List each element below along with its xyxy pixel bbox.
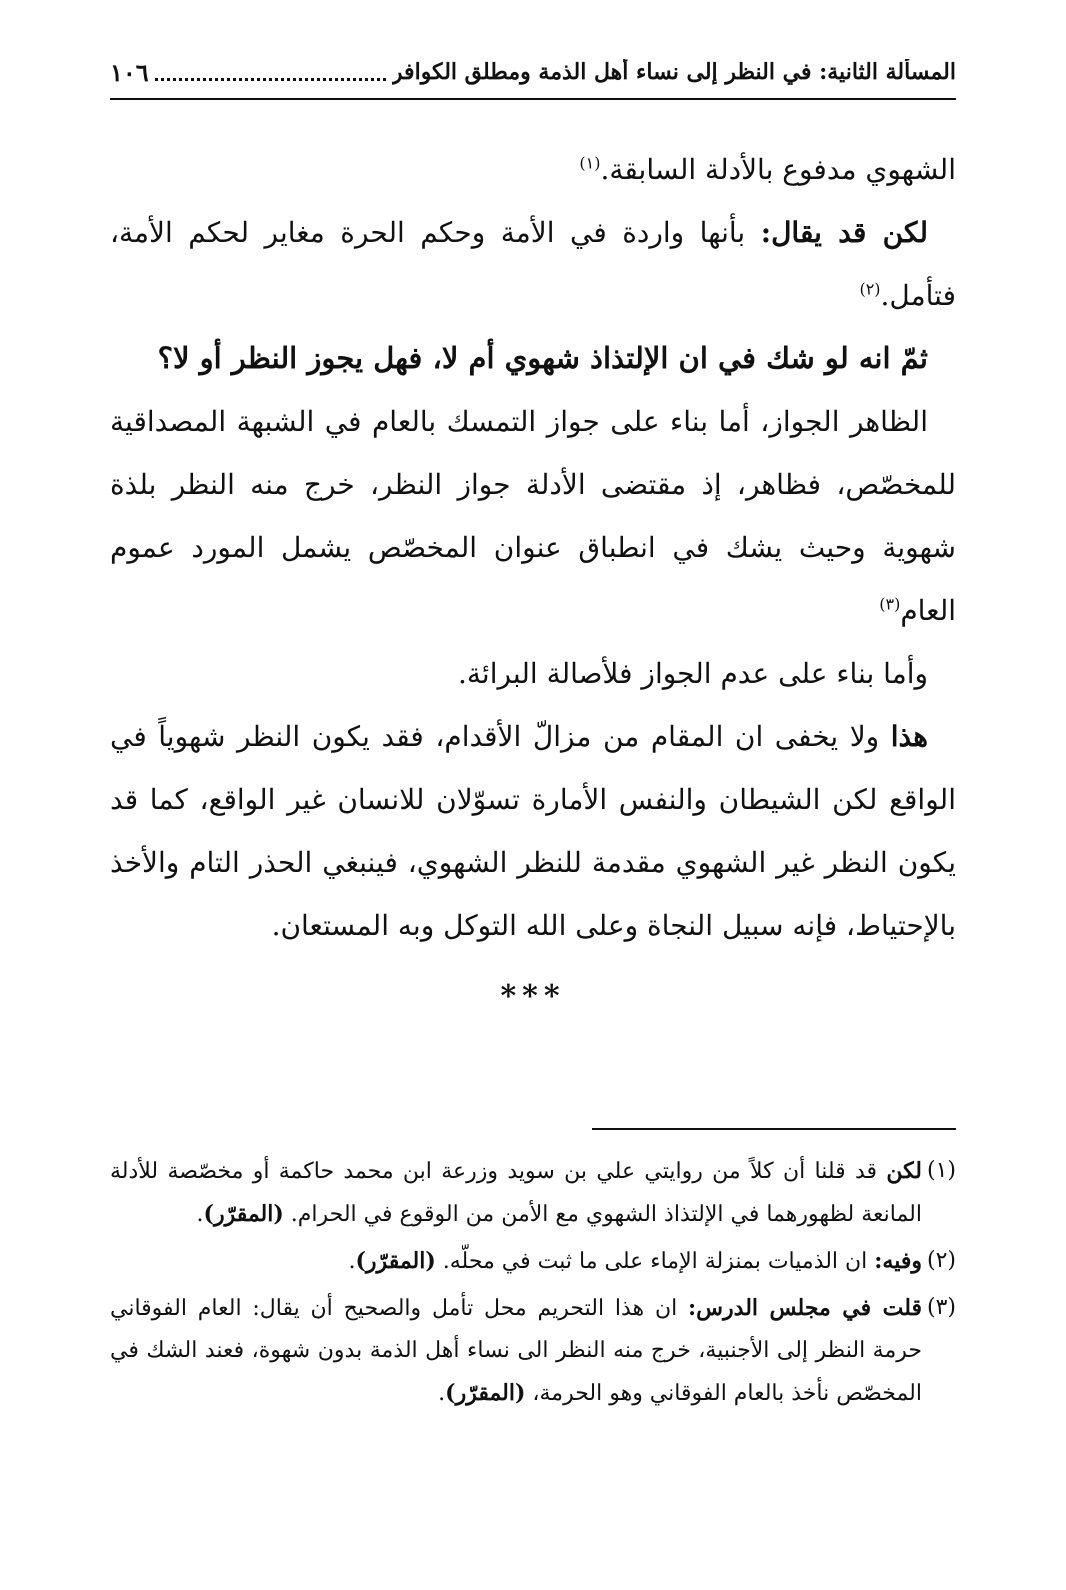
footnote-number: (٢) bbox=[926, 1248, 956, 1273]
footnote-source: (المقرّر) bbox=[355, 1248, 436, 1274]
footnote-lead: وفيه: bbox=[874, 1248, 922, 1274]
footnote-ref-3[interactable]: (٣) bbox=[879, 594, 901, 614]
paragraph-2-text: بأنها واردة في الأمة وحكم الحرة مغاير لحكم الأمة، فتأمل. bbox=[110, 216, 956, 312]
footnotes bbox=[110, 1150, 956, 1419]
footnote-end: . bbox=[438, 1381, 446, 1406]
paragraph-6-text: ولا يخفى ان المقام من مزالّ الأقدام، فقد يكون النظر شهوياً في الواقع لكن الشيطان والنفس الأمارة تسوّلان للانسان غير الواقع، كما قد يكون النظر غير الشهوي مقدمة للنظر الشهوي، فينبغي الحذر التام والأخذ بالإحتياط، فإنه سبيل النجاة وعلى الله التوكل وبه المستعان. bbox=[110, 720, 956, 942]
footnote-number: (٣) bbox=[926, 1295, 956, 1320]
footnote-text: ان الذميات بمنزلة الإماء على ما ثبت في محلّه. bbox=[435, 1249, 875, 1274]
footnote-source: (المقرّر) bbox=[445, 1380, 526, 1406]
footnote-end: . bbox=[348, 1249, 356, 1274]
main-text bbox=[110, 138, 956, 1028]
footnote-end: . bbox=[196, 1202, 204, 1227]
footnote-1 bbox=[110, 1150, 956, 1236]
paragraph-4 bbox=[110, 390, 956, 642]
footnote-text: قد قلنا أن كلاً من روايتي علي بن سويد وزرعة ابن محمد حاكمة أو مخصّصة للأدلة المانعة لظهورهما في الإلتذاذ الشهوي مع الأمن من الوقوع في الحرام. bbox=[110, 1159, 922, 1227]
footnote-lead: قلت في مجلس الدرس: bbox=[688, 1295, 923, 1321]
header-dot-leader bbox=[155, 64, 386, 81]
footnote-text: ان هذا التحريم محل تأمل والصحيح أن يقال: العام الفوقاني حرمة النظر إلى الأجنبية، خرج منه النظر الى نساء أهل الذمة بدون شهوة، فعند الشك في المخصّص نأخذ بالعام الفوقاني وهو الحرمة، bbox=[110, 1296, 922, 1406]
paragraph-4-text: الظاهر الجواز، أما بناء على جواز التمسك بالعام في الشبهة المصداقية للمخصّص، فظاهر، إذ مقتضى الأدلة جواز النظر، خرج منه النظر بلذة شهوية وحيث يشك في انطباق عنوان المخصّص يشمل المورد عموم العام bbox=[110, 405, 956, 627]
paragraph-2 bbox=[110, 201, 956, 327]
footnote-3 bbox=[110, 1287, 956, 1415]
section-end-stars: *** bbox=[500, 979, 566, 1014]
paragraph-2-lead: لكن قد يقال: bbox=[760, 216, 928, 249]
paragraph-1-text: الشهوي مدفوع بالأدلة السابقة. bbox=[600, 153, 956, 186]
footnote-number: (١) bbox=[926, 1158, 956, 1183]
question-heading: ثمّ انه لو شك في ان الإلتذاذ شهوي أم لا، فهل يجوز النظر أو لا؟ bbox=[157, 341, 928, 375]
paragraph-6-lead: هذا bbox=[890, 720, 928, 753]
paragraph-1 bbox=[110, 138, 956, 201]
header-title: المسألة الثانية: في النظر إلى نساء أهل الذمة ومطلق الكوافر bbox=[391, 59, 956, 85]
footnote-source: (المقرّر) bbox=[203, 1201, 284, 1227]
paragraph-6 bbox=[110, 705, 956, 957]
running-header bbox=[110, 52, 956, 100]
paragraph-5: وأما بناء على عدم الجواز فلأصالة البرائة. bbox=[457, 657, 928, 690]
footnote-divider bbox=[592, 1128, 956, 1130]
page-number: ١٠٦ bbox=[110, 57, 149, 87]
footnote-lead: لكن bbox=[886, 1158, 922, 1184]
footnote-2 bbox=[110, 1240, 956, 1283]
footnote-ref-1[interactable]: (١) bbox=[579, 153, 601, 173]
footnote-ref-2[interactable]: (٢) bbox=[859, 279, 881, 299]
